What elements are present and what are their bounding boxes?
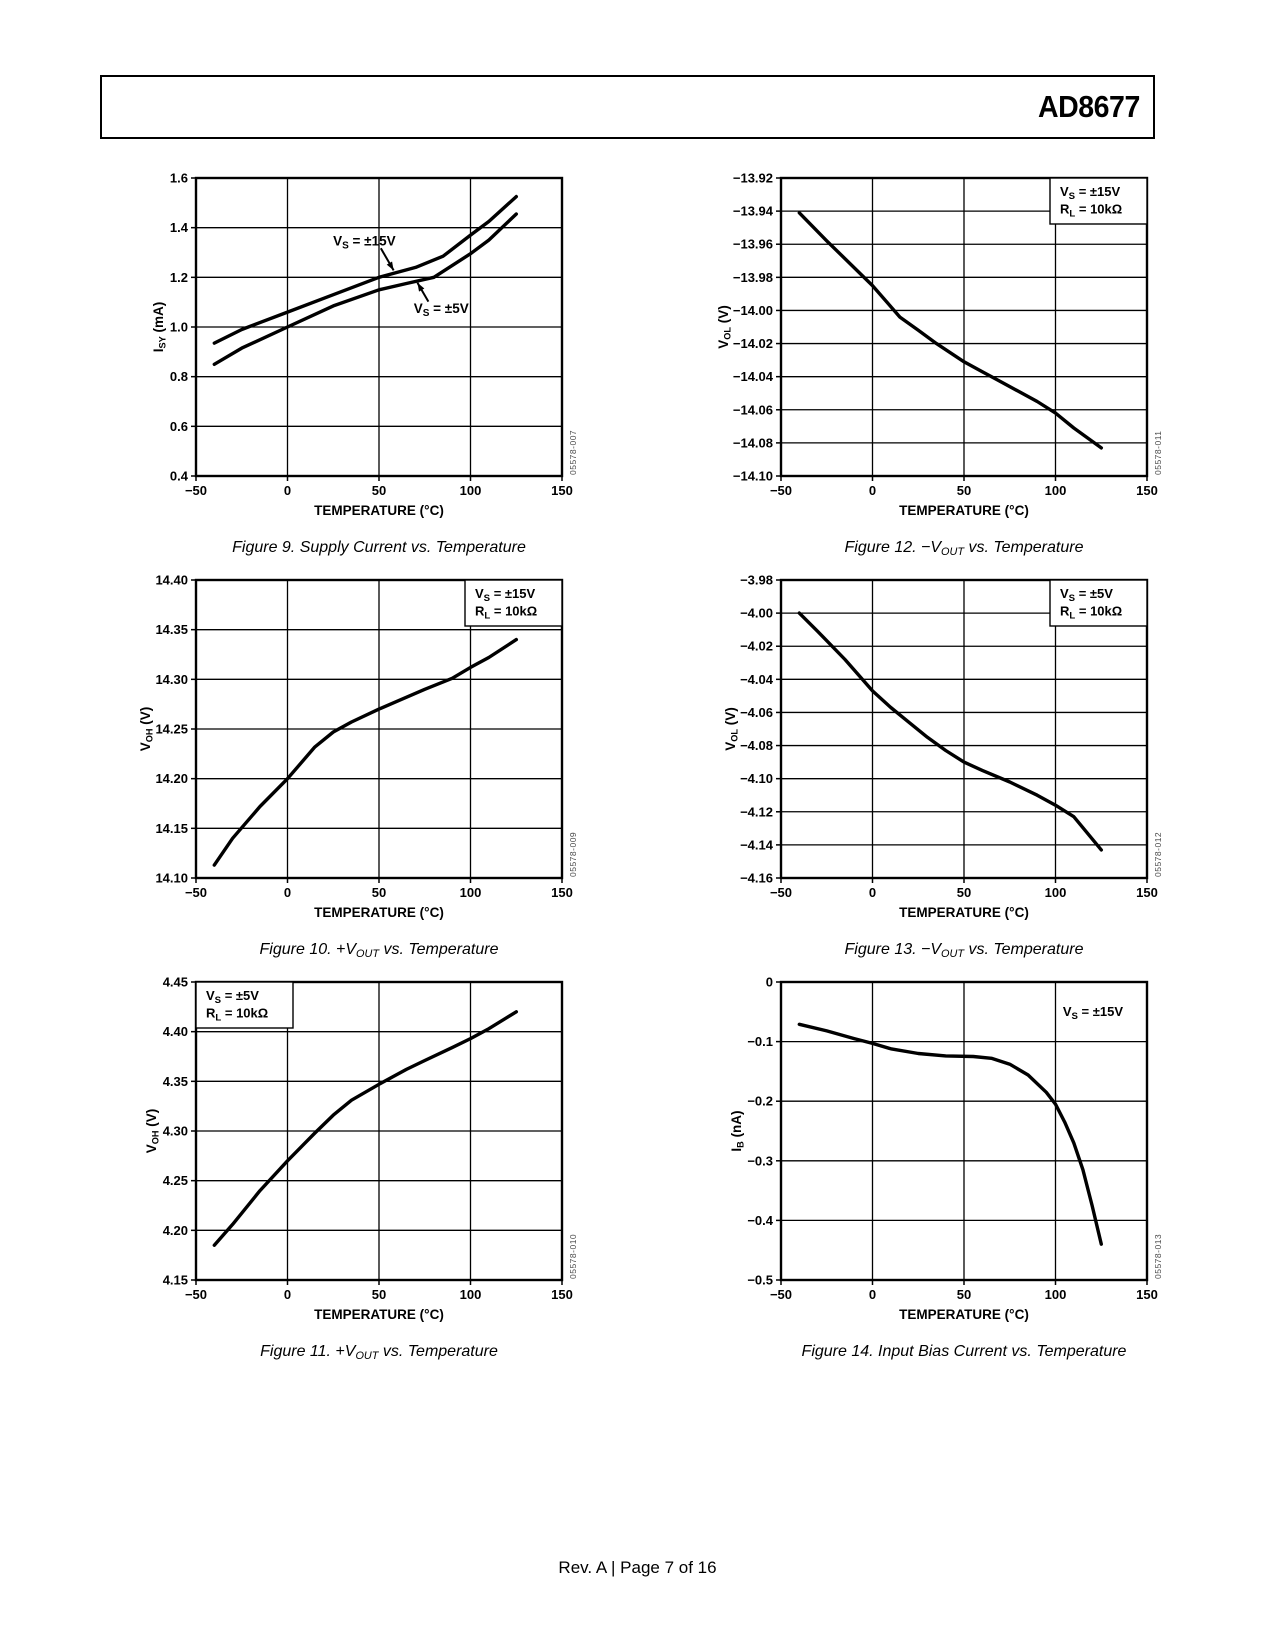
svg-text:50: 50 [956, 483, 972, 498]
figure-12-watermark: 05578-011 [1153, 430, 1163, 475]
figure-13-chart [681, 571, 1266, 973]
figure-10-watermark: 05578-009 [568, 831, 578, 877]
svg-text:0: 0 [765, 974, 773, 990]
charts-grid [96, 169, 1266, 1375]
svg-text:−13.96: −13.96 [732, 236, 773, 252]
svg-text:14.25: 14.25 [155, 721, 188, 737]
svg-text:RL = 10kΩ: $R_L = 10k\Omega$ [206, 1005, 269, 1024]
figure-12-y-axis-label: $V_{OL}$ (V) [716, 305, 733, 349]
svg-text:−0.2: −0.2 [747, 1093, 773, 1109]
svg-text:VS = ±15V: $V_S = \pm 15V$ [333, 233, 396, 252]
svg-text:−50: −50 [769, 1287, 793, 1302]
figure-13-y-axis-label: $V_{OL}$ (V) [722, 707, 740, 751]
svg-text:−50: −50 [184, 885, 208, 900]
figure-11-chart [96, 973, 681, 1375]
svg-text:0.4: 0.4 [169, 468, 188, 484]
svg-text:150: 150 [551, 1287, 573, 1302]
svg-text:50: 50 [956, 885, 972, 900]
svg-text:−50: −50 [769, 885, 793, 900]
svg-text:VS = ±5V: $V_S = \pm 5V$ [1060, 586, 1113, 605]
svg-text:4.15: 4.15 [162, 1272, 188, 1288]
part-number: AD8677 [1038, 89, 1141, 124]
svg-text:−4.16: −4.16 [740, 870, 773, 886]
figure-14-caption: Figure 14. Input Bias Current vs. Temperature [801, 1343, 1127, 1360]
svg-text:0: 0 [868, 483, 877, 498]
svg-text:50: 50 [371, 1287, 387, 1302]
page-footer: Rev. A | Page 7 of 16 [558, 1558, 717, 1577]
figure-10-plot [136, 571, 586, 903]
svg-text:1.4: 1.4 [169, 220, 188, 236]
svg-text:14.30: 14.30 [155, 671, 188, 687]
figure-12-plot [721, 169, 1171, 501]
svg-text:−4.04: −4.04 [740, 671, 773, 687]
svg-text:14.35: 14.35 [155, 622, 188, 638]
svg-text:0: 0 [868, 885, 877, 900]
svg-text:−13.94: −13.94 [732, 203, 773, 219]
figure-11-x-axis-title: TEMPERATURE (°C) [314, 1307, 444, 1322]
figure-11-y-axis-label: $V_{OH}$ (V) [144, 1108, 161, 1154]
figure-14-chart [681, 973, 1266, 1375]
svg-text:4.30: 4.30 [162, 1123, 188, 1139]
svg-text:−4.00: −4.00 [740, 605, 773, 621]
figure-13-plot [721, 571, 1171, 903]
svg-text:VS = ±5V: $V_S = \pm 5V$ [206, 988, 259, 1007]
svg-text:−14.08: −14.08 [732, 435, 773, 451]
figure-11-plot [136, 973, 586, 1305]
svg-text:−50: −50 [184, 483, 208, 498]
figure-14-plot [721, 973, 1171, 1305]
figure-13-x-axis-title: TEMPERATURE (°C) [899, 905, 1029, 920]
svg-text:50: 50 [371, 885, 387, 900]
svg-text:150: 150 [1136, 885, 1158, 900]
svg-text:150: 150 [551, 483, 573, 498]
svg-text:RL = 10kΩ: $R_L = 10k\Omega$ [475, 603, 538, 622]
svg-text:−50: −50 [769, 483, 793, 498]
svg-text:−14.00: −14.00 [732, 302, 773, 318]
svg-text:100: 100 [459, 885, 482, 900]
svg-text:RL = 10kΩ: $R_L = 10k\Omega$ [1060, 603, 1123, 622]
figure-10-y-axis-label: $V_{OH}$ (V) [137, 706, 155, 752]
svg-text:−13.92: −13.92 [732, 170, 773, 186]
svg-text:100: 100 [1044, 483, 1067, 498]
svg-text:−14.06: −14.06 [732, 402, 773, 418]
figure-13-watermark: 05578-012 [1153, 831, 1163, 877]
svg-text:VS = ±15V: $V_S = \pm 15V$ [475, 586, 536, 605]
svg-text:4.20: 4.20 [162, 1222, 188, 1238]
svg-text:−50: −50 [184, 1287, 208, 1302]
svg-text:−0.3: −0.3 [747, 1153, 773, 1169]
figure-9-watermark: 05578-007 [568, 429, 578, 475]
figure-12-chart [681, 169, 1266, 571]
svg-text:−0.1: −0.1 [747, 1034, 773, 1050]
svg-text:50: 50 [371, 483, 387, 498]
svg-text:−4.08: −4.08 [740, 738, 773, 754]
svg-text:14.40: 14.40 [155, 572, 188, 588]
svg-text:100: 100 [459, 1287, 482, 1302]
svg-text:−13.98: −13.98 [732, 269, 773, 285]
svg-text:100: 100 [459, 483, 482, 498]
figure-14-x-axis-title: TEMPERATURE (°C) [899, 1307, 1029, 1322]
figure-11-caption: Figure 11. $+V_{OUT}$ vs. Temperature [260, 1343, 498, 1363]
figure-10-caption: Figure 10. $+V_{OUT}$ vs. Temperature [259, 941, 499, 961]
svg-text:−14.10: −14.10 [732, 468, 773, 484]
svg-text:−4.10: −4.10 [740, 771, 773, 787]
svg-text:−0.5: −0.5 [747, 1272, 773, 1288]
svg-text:0: 0 [283, 885, 292, 900]
svg-text:50: 50 [956, 1287, 972, 1302]
figure-11-watermark: 05578-010 [568, 1233, 578, 1279]
figure-14-watermark: 05578-013 [1153, 1233, 1163, 1279]
svg-text:−4.06: −4.06 [740, 704, 773, 720]
svg-text:0.8: 0.8 [169, 369, 188, 385]
svg-text:RL = 10kΩ: $R_L = 10k\Omega$ [1060, 201, 1123, 220]
svg-text:−4.02: −4.02 [740, 638, 773, 654]
svg-text:−4.12: −4.12 [740, 804, 773, 820]
svg-text:−4.14: −4.14 [740, 837, 773, 853]
svg-text:14.20: 14.20 [155, 771, 188, 787]
svg-text:−3.98: −3.98 [740, 572, 773, 588]
figure-14-y-axis-label: $I_B$ (nA) [729, 1110, 746, 1152]
svg-text:1.0: 1.0 [169, 319, 188, 335]
svg-text:−14.02: −14.02 [732, 336, 773, 352]
svg-text:1.2: 1.2 [169, 269, 188, 285]
svg-text:0: 0 [283, 1287, 292, 1302]
svg-text:VS = ±15V: $V_S = \pm 15V$ [1060, 184, 1121, 203]
svg-text:−0.4: −0.4 [747, 1212, 773, 1228]
svg-text:VS = ±15V: $V_S = \pm 15V$ [1062, 1004, 1123, 1023]
svg-text:100: 100 [1044, 1287, 1067, 1302]
svg-text:100: 100 [1044, 885, 1067, 900]
svg-text:14.10: 14.10 [155, 870, 188, 886]
svg-text:VS = ±5V: $V_S = \pm 5V$ [413, 300, 469, 320]
svg-text:−14.04: −14.04 [732, 369, 773, 385]
svg-text:150: 150 [551, 885, 573, 900]
svg-text:150: 150 [1136, 1287, 1158, 1302]
figure-9-chart [96, 169, 681, 571]
svg-text:4.35: 4.35 [162, 1073, 188, 1089]
page-header [100, 75, 1155, 139]
figure-9-x-axis-title: TEMPERATURE (°C) [314, 503, 444, 518]
svg-text:0: 0 [868, 1287, 877, 1302]
svg-text:4.40: 4.40 [162, 1024, 188, 1040]
figure-9-y-axis-label: $I_{SY}$ (mA) [150, 301, 168, 353]
figure-12-x-axis-title: TEMPERATURE (°C) [899, 503, 1029, 518]
svg-text:150: 150 [1136, 483, 1158, 498]
svg-text:14.15: 14.15 [155, 820, 188, 836]
figure-9-plot [136, 169, 586, 501]
svg-text:1.6: 1.6 [169, 170, 188, 186]
svg-text:0: 0 [283, 483, 292, 498]
figure-9-caption: Figure 9. Supply Current vs. Temperature [232, 539, 526, 556]
figure-10-x-axis-title: TEMPERATURE (°C) [314, 905, 444, 920]
figure-10-chart [96, 571, 681, 973]
svg-text:0.6: 0.6 [169, 418, 188, 434]
figure-13-caption: Figure 13. $-V_{OUT}$ vs. Temperature [844, 941, 1084, 961]
svg-text:4.45: 4.45 [162, 974, 188, 990]
svg-text:4.25: 4.25 [162, 1173, 188, 1189]
figure-12-caption: Figure 12. $-V_{OUT}$ vs. Temperature [844, 539, 1084, 559]
